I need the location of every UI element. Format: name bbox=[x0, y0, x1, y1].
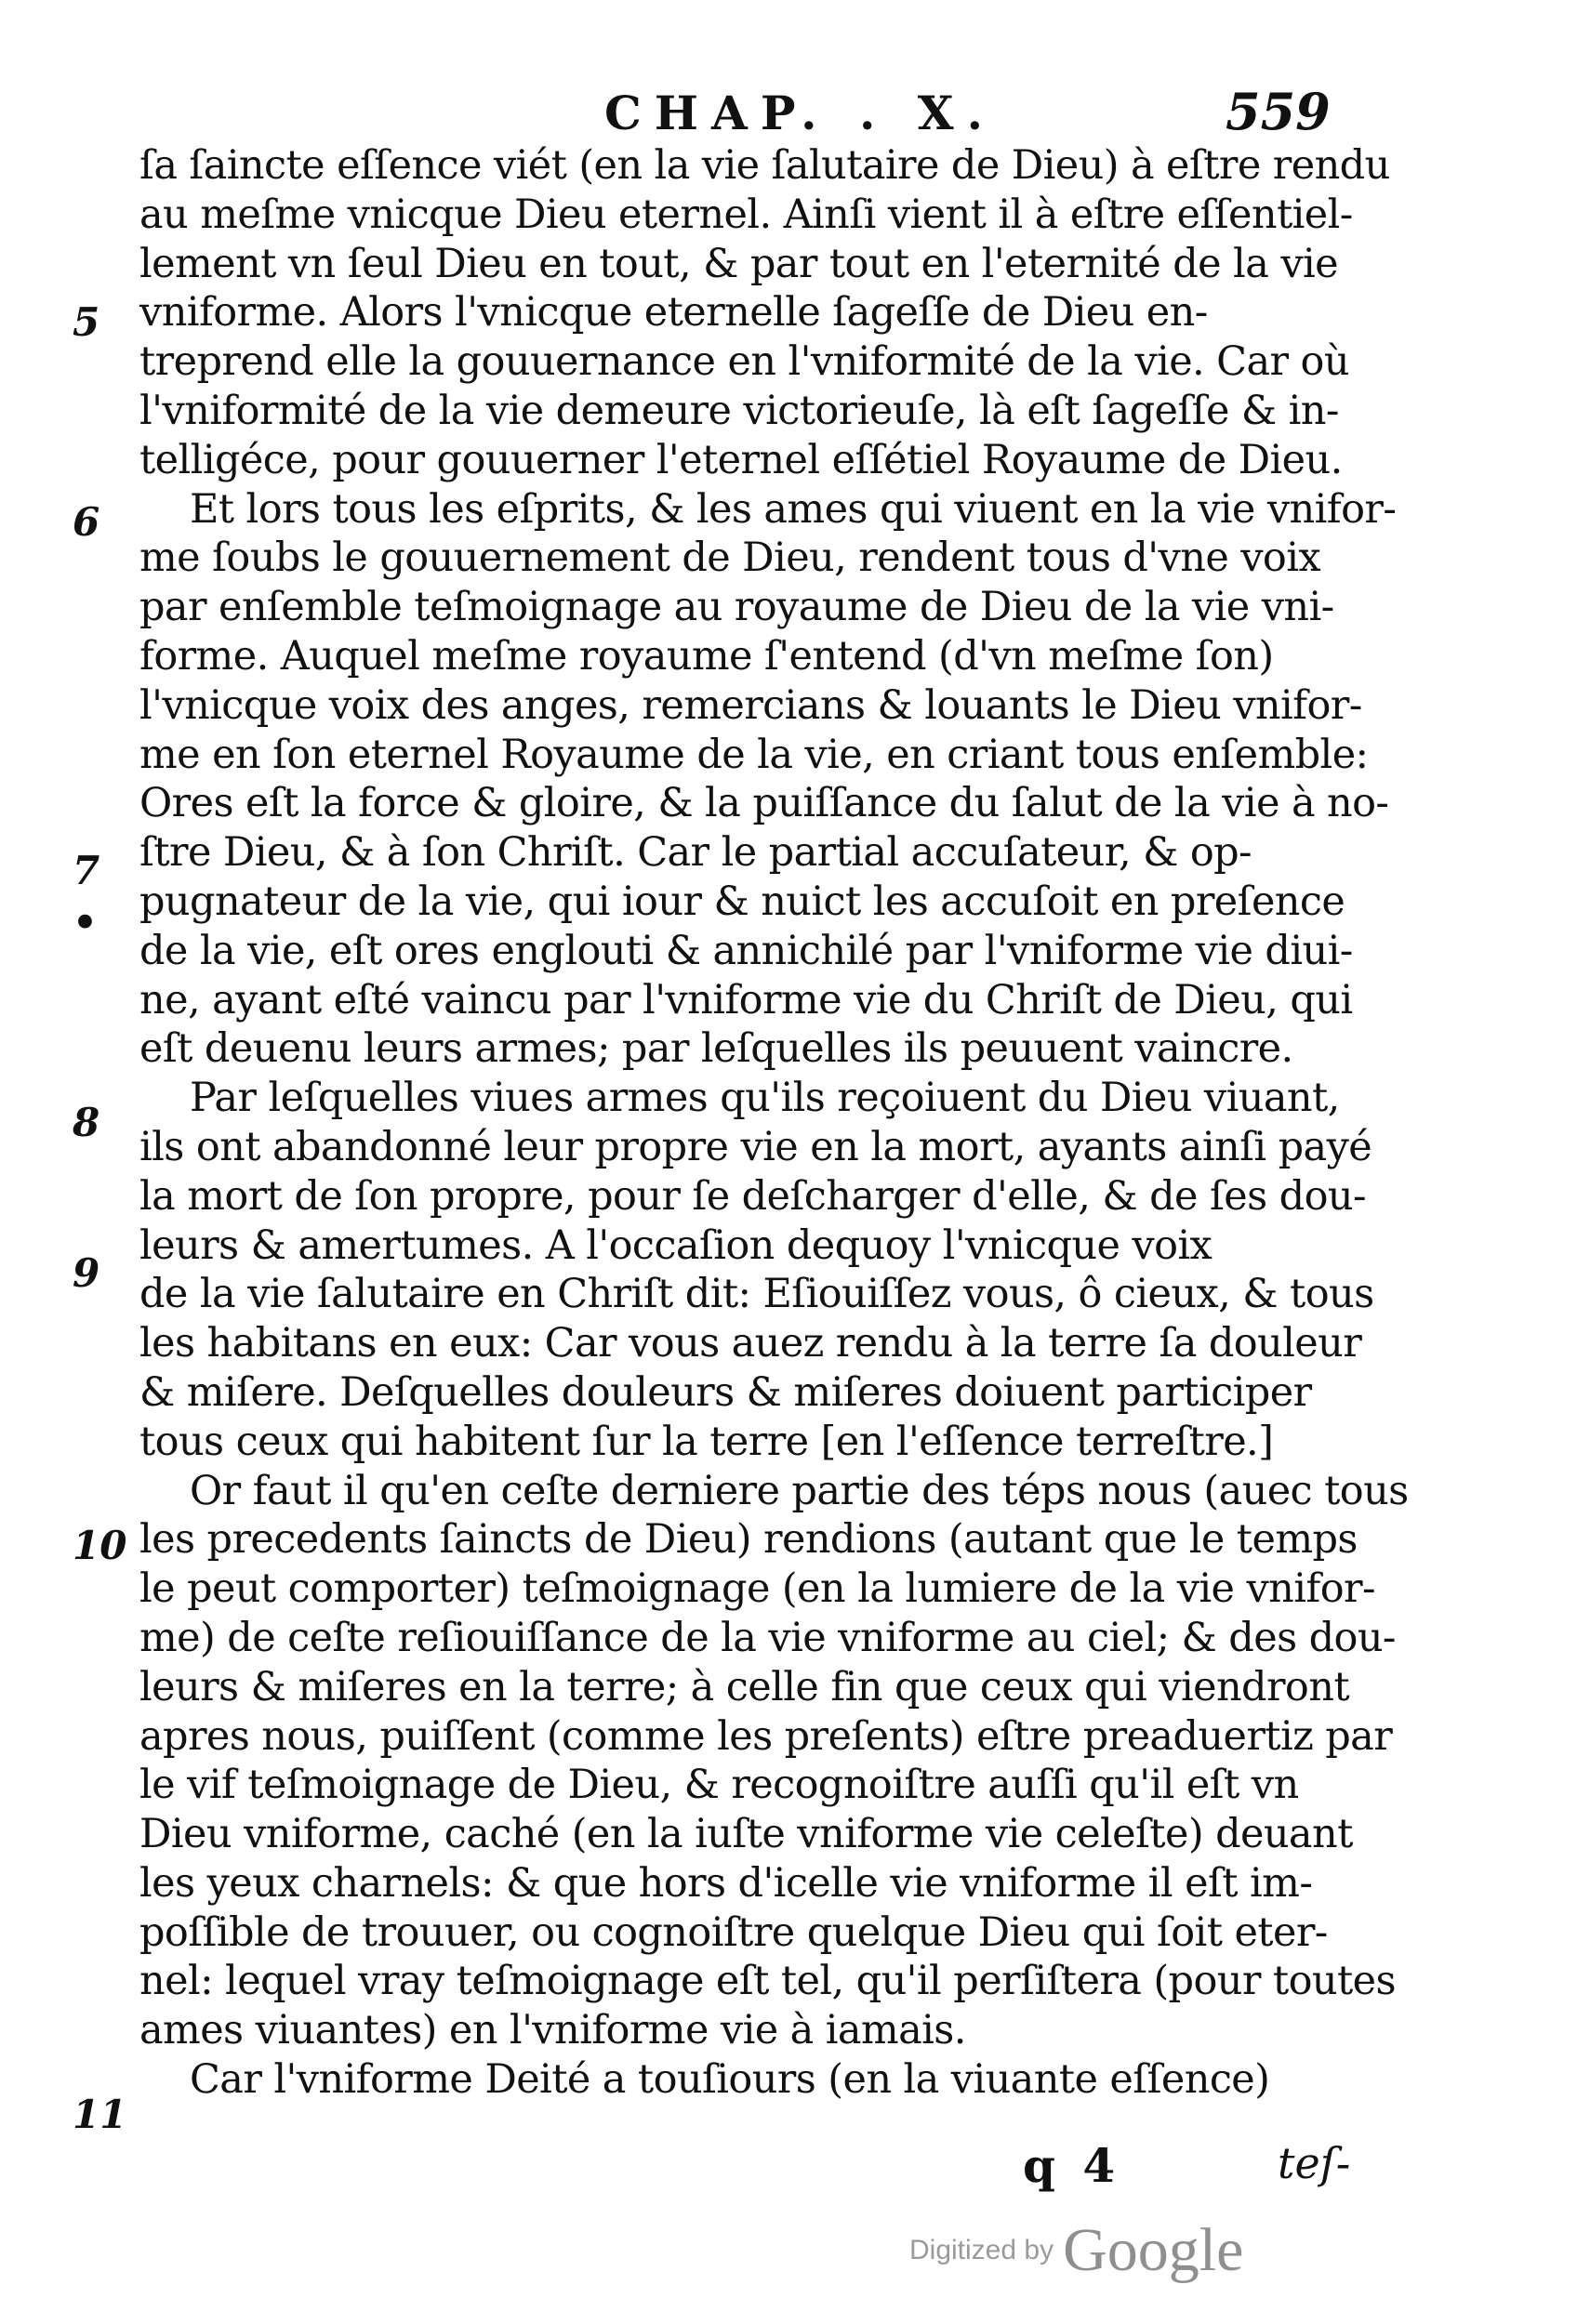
text-line: treprend elle la gouuernance en l'vniformité de la vie. Car où bbox=[139, 338, 1349, 386]
text-line: nel: lequel vray teſmoignage eſt tel, qu'il perſiſtera (pour toutes bbox=[139, 1958, 1396, 2005]
text-line: la mort de ſon propre, pour ſe deſcharger d'elle, & de ſes dou- bbox=[139, 1172, 1366, 1220]
signature-mark: q 4 bbox=[1023, 2138, 1121, 2193]
digitized-watermark bbox=[909, 2215, 1243, 2286]
page-footer bbox=[0, 2138, 1577, 2203]
text-line: ſtre Dieu, & à ſon Chriſt. Car le partial accuſateur, & op- bbox=[139, 829, 1252, 877]
text-line: tous ceux qui habitent ſur la terre [en l'eſſence terreſtre.] bbox=[139, 1418, 1274, 1465]
text-line: me ſoubs le gouuernement de Dieu, rendent tous d'vne voix bbox=[139, 535, 1321, 582]
text-line: Ores eſt la force & gloire, & la puiſſance du ſalut de la vie à no- bbox=[139, 780, 1389, 827]
google-logo: Google bbox=[1063, 2216, 1244, 2284]
text-line: de la vie, eſt ores englouti & annichilé par l'vniforme vie diui- bbox=[139, 927, 1353, 974]
digitized-by-label: Digitized by bbox=[909, 2235, 1054, 2265]
verse-number: 8 bbox=[73, 1100, 100, 1145]
catchword: teſ- bbox=[1278, 2138, 1351, 2188]
text-line: ames viuantes) en l'vniforme vie à iamais. bbox=[139, 2007, 966, 2054]
verse-number: 7 bbox=[73, 848, 100, 893]
text-line: lement vn ſeul Dieu en tout, & par tout en l'eternité de la vie bbox=[139, 240, 1339, 287]
text-line: apres nous, puiſſent (comme les preſents) eſtre preaduertiz par bbox=[139, 1712, 1393, 1760]
text-line: pugnateur de la vie, qui iour & nuict les accuſoit en preſence bbox=[139, 878, 1345, 925]
text-line: Dieu vniforme, caché (en la iuſte vniforme vie celeſte) deuant bbox=[139, 1811, 1353, 1858]
text-line: les precedents ſaincts de Dieu) rendions (autant que le temps bbox=[139, 1516, 1358, 1564]
text-line: leurs & miſeres en la terre; à celle fin que ceux qui viendront bbox=[139, 1663, 1349, 1710]
text-line: ne, ayant eſté vaincu par l'vniforme vie du Chriſt de Dieu, qui bbox=[139, 976, 1353, 1023]
verse-number: 10 bbox=[73, 1523, 127, 1568]
text-line: Et lors tous les eſprits, & les ames qui viuent en la vie vnifor- bbox=[190, 485, 1397, 533]
text-line: poſſible de trouuer, ou cognoiſtre quelque Dieu qui ſoit eter- bbox=[139, 1908, 1328, 1956]
text-line: au meſme vnicque Dieu eternel. Ainſi vient il à eſtre eſſentiel- bbox=[139, 191, 1353, 238]
page-number: 559 bbox=[1226, 82, 1331, 141]
text-line: le vif teſmoignage de Dieu, & recognoiſtre auſſi qu'il eſt vn bbox=[139, 1762, 1299, 1809]
text-line: les yeux charnels: & que hors d'icelle vie vniforme il eſt im- bbox=[139, 1859, 1313, 1907]
body-text bbox=[139, 141, 1409, 2105]
verse-number: • bbox=[73, 900, 98, 945]
text-line: les habitans en eux: Car vous auez rendu à la terre ſa douleur bbox=[139, 1320, 1362, 1367]
text-line: me) de ceſte reſiouiſſance de la vie vniforme au ciel; & des dou- bbox=[139, 1614, 1396, 1661]
text-line: vniforme. Alors l'vnicque eternelle ſageſſe de Dieu en- bbox=[139, 289, 1208, 337]
text-line: le peut comporter) teſmoignage (en la lumiere de la vie vnifor- bbox=[139, 1565, 1375, 1613]
text-line: telligéce, pour gouuerner l'eternel eſſétiel Royaume de Dieu. bbox=[139, 436, 1343, 483]
verse-number: 6 bbox=[73, 499, 100, 545]
text-line: Car l'vniforme Deité a touſiours (en la viuante eſſence) bbox=[190, 2056, 1270, 2104]
text-line: Or faut il qu'en ceſte derniere partie des téps nous (auec tous bbox=[190, 1467, 1409, 1514]
verse-number: 5 bbox=[73, 299, 100, 345]
verse-number: 9 bbox=[73, 1250, 100, 1296]
text-line: l'vniformité de la vie demeure victorieuſe, là eſt ſageſſe & in- bbox=[139, 387, 1339, 434]
text-line: leurs & amertumes. A l'occaſion dequoy l'vnicque voix bbox=[139, 1221, 1213, 1269]
running-head: CHAP. . X. bbox=[604, 86, 996, 140]
text-line: par enſemble teſmoignage au royaume de Dieu de la vie vni- bbox=[139, 584, 1334, 631]
text-line: & miſere. Deſquelles douleurs & miſeres doiuent participer bbox=[139, 1368, 1312, 1416]
verse-number: 11 bbox=[73, 2092, 127, 2137]
text-line: l'vnicque voix des anges, remercians & louants le Dieu vnifor- bbox=[139, 681, 1362, 729]
text-line: eſt deuenu leurs armes; par leſquelles ils peuuent vaincre. bbox=[139, 1025, 1293, 1073]
text-line: ils ont abandonné leur propre vie en la mort, ayants ainſi payé bbox=[139, 1123, 1372, 1170]
text-line: de la vie ſalutaire en Chriſt dit: Eſiouiſſez vous, ô cieux, & tous bbox=[139, 1271, 1374, 1318]
text-line: ſa ſaincte eſſence viét (en la vie ſalutaire de Dieu) à eſtre rendu bbox=[139, 142, 1390, 189]
text-line: Par leſquelles viues armes qu'ils reçoiuent du Dieu viuant, bbox=[190, 1075, 1340, 1122]
text-line: forme. Auquel meſme royaume ſ'entend (d'vn meſme ſon) bbox=[139, 632, 1274, 680]
text-line: me en ſon eternel Royaume de la vie, en criant tous enſemble: bbox=[139, 731, 1369, 778]
